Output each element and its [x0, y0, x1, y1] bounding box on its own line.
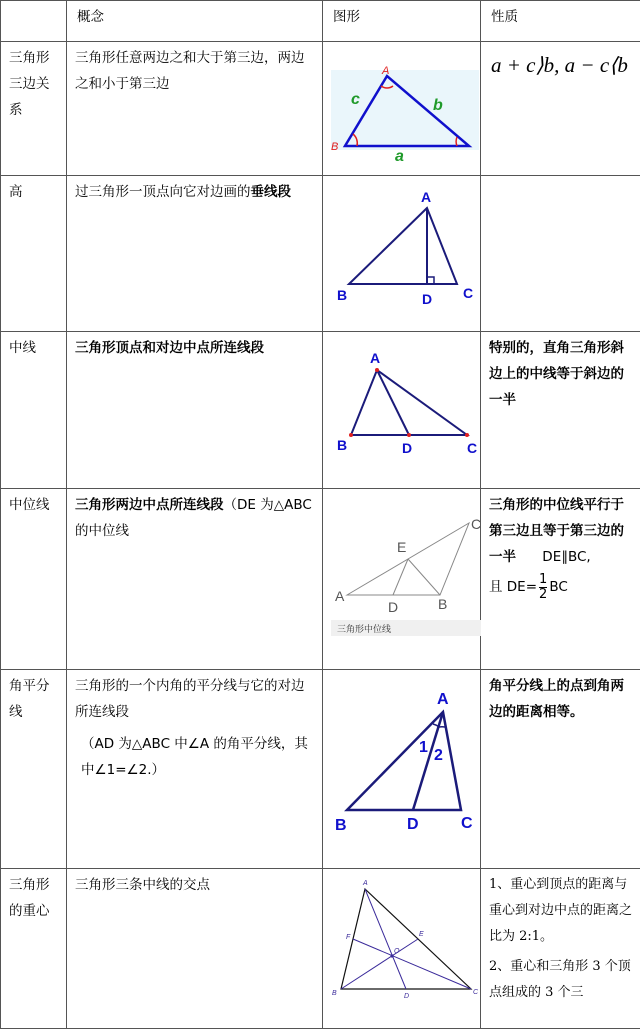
vertex-a-label: A: [335, 588, 345, 604]
row-name-cell: [1, 489, 67, 670]
row-name-cell: [1, 670, 67, 869]
vertex-c-label: C: [463, 285, 474, 301]
figure-cell: [323, 869, 481, 1029]
vertex-a-label: A: [363, 880, 368, 887]
concept-plain: 过三角形一顶点向它对边画的: [75, 184, 251, 200]
half-fraction: [539, 573, 547, 602]
median-ad: [377, 370, 409, 435]
header-empty-cell: [1, 1, 67, 42]
row-name: 高: [9, 184, 23, 200]
midpoint-e-label: E: [419, 931, 424, 938]
row-name-cell: [1, 176, 67, 332]
midpoint-d-label: D: [402, 440, 413, 456]
concept-cell: [67, 869, 323, 1029]
fraction-numerator: 1: [539, 571, 548, 587]
midpoint-d-label: D: [404, 993, 410, 1000]
midline-property: [481, 489, 640, 604]
row-name: 角平分线: [9, 678, 50, 720]
figure-cell: [323, 489, 481, 670]
concept-bold: 三角形两边中点所连线段: [75, 497, 224, 513]
row-median: [1, 332, 640, 489]
figure-caption: 三角形中位线: [337, 624, 392, 634]
header-concept-cell: [67, 1, 323, 42]
de-parallel-bc: DE∥BC,: [542, 549, 591, 565]
concept-bold: 垂线段: [250, 184, 291, 200]
vertex-a-label: A: [370, 350, 381, 366]
header-property-cell: [481, 1, 640, 42]
property-cell: [481, 176, 640, 332]
vertex-c-label: C: [461, 815, 473, 832]
vertex-b-label: B: [337, 287, 348, 303]
right-angle-mark: [427, 277, 434, 284]
row-name-cell: [1, 42, 67, 176]
concept-cell: [67, 42, 323, 176]
concept-text: [67, 489, 322, 544]
angle-1-label: 1: [419, 739, 428, 756]
midpoint-e-label: E: [397, 539, 407, 555]
concept-cell: [67, 670, 323, 869]
figure-cell: [323, 670, 481, 869]
midpoint-f-label: F: [346, 934, 351, 941]
header-row: [1, 1, 640, 42]
triangle-abc: [341, 889, 471, 989]
vertex-b-label: B: [332, 990, 337, 997]
median-ad: [365, 889, 406, 989]
angle-bisector-property: 角平分线上的点到角两边的距离相等。: [489, 678, 624, 720]
vertex-b-label: B: [331, 141, 339, 153]
concept-text: 三角形的一个内角的平分线与它的对边所连线段: [75, 678, 305, 720]
concept-cell: [67, 489, 323, 670]
concept-text: [67, 176, 322, 205]
row-name-cell: [1, 332, 67, 489]
row-side-relation: [1, 42, 640, 176]
midpoint-d-label: D: [388, 599, 399, 615]
triangle-abc: [351, 370, 467, 435]
property-cell: [481, 489, 640, 670]
midpoint-d-dot: [407, 433, 411, 437]
header-figure: 图形: [333, 9, 360, 25]
midline-figure: [323, 489, 481, 668]
vertex-c-label: C: [471, 516, 481, 532]
property-cell: [481, 42, 640, 176]
foot-d-label: D: [422, 291, 433, 307]
header-concept: 概念: [77, 9, 104, 25]
figure-cell: [323, 332, 481, 489]
bc-text: BC: [549, 579, 568, 595]
midline-property-text: 三角形的中位线平行于第三边且等于第三边的一半: [489, 497, 624, 565]
property-cell: [481, 670, 640, 869]
side-c-label: c: [351, 91, 360, 108]
header-figure-cell: [323, 1, 481, 42]
figure-cell: [323, 42, 481, 176]
row-name: 中位线: [9, 497, 50, 513]
segment-de: [393, 559, 408, 595]
concept-note: （AD 为△ABC 中∠A 的角平分线，其中∠1=∠2.）: [81, 736, 308, 778]
row-altitude: [1, 176, 640, 332]
vertex-b-label: B: [438, 596, 448, 612]
vertex-c-dot: [465, 433, 469, 437]
figure-cell: [323, 176, 481, 332]
concept-cell: [67, 176, 323, 332]
header-property: 性质: [491, 9, 518, 25]
row-angle-bisector: [1, 670, 640, 869]
concept-text: 三角形任意两边之和大于第三边，两边之和小于第三边: [75, 50, 305, 92]
angle-2-label: 2: [434, 747, 443, 764]
vertex-b-label: B: [337, 437, 348, 453]
segment-eb: [408, 559, 440, 595]
vertex-a-label: A: [421, 189, 432, 205]
side-relation-formula: a + c⟩b, a − c⟨b: [491, 53, 628, 77]
property-cell: [481, 332, 640, 489]
median-be: [341, 939, 418, 989]
concept-plain: （DE 为△ABC 的中位线: [75, 497, 312, 539]
concept-text: 三角形三条中线的交点: [75, 877, 210, 893]
vertex-b-label: B: [335, 817, 347, 834]
median-property: 特别的，直角三角形斜边上的中线等于斜边的一半: [489, 340, 624, 408]
vertex-c-label: C: [467, 440, 478, 456]
de-equals-half-bc: [489, 570, 634, 604]
row-name: 三角形的重心: [9, 877, 50, 919]
de-equals: 且 DE=: [489, 579, 538, 595]
fraction-denominator: 2: [539, 586, 548, 602]
property-cell: [481, 869, 640, 1029]
centroid-property-2: 2、重心和三角形 3 个顶点组成的 3 个三: [489, 959, 631, 1000]
foot-d-label: D: [407, 816, 419, 833]
concept-text: 三角形顶点和对边中点所连线段: [75, 340, 264, 356]
row-name: 中线: [9, 340, 36, 356]
concept-cell: [67, 332, 323, 489]
triangle-abc: [349, 208, 457, 284]
centroid-figure: [323, 869, 481, 1027]
row-centroid: [1, 869, 640, 1029]
side-a-label: a: [395, 148, 404, 165]
vertex-a-dot: [375, 368, 379, 372]
vertex-c-label: C: [473, 989, 479, 996]
angle-bisector-figure: [323, 670, 481, 867]
vertex-b-dot: [349, 433, 353, 437]
row-name-cell: [1, 869, 67, 1029]
centroid-o-label: O: [394, 948, 400, 955]
side-relation-figure: [323, 42, 481, 174]
centroid-property-1: 1、重心到顶点的距离与重心到对边中点的距离之比为 2:1。: [489, 877, 633, 944]
side-b-label: b: [433, 97, 443, 114]
row-name: 三角形三边关系: [9, 50, 50, 118]
vertex-a-label: A: [437, 691, 449, 708]
altitude-figure: [323, 176, 481, 330]
median-cf: [353, 939, 471, 989]
row-midline: [1, 489, 640, 670]
vertex-a-label: A: [382, 65, 390, 77]
median-figure: [323, 332, 481, 487]
